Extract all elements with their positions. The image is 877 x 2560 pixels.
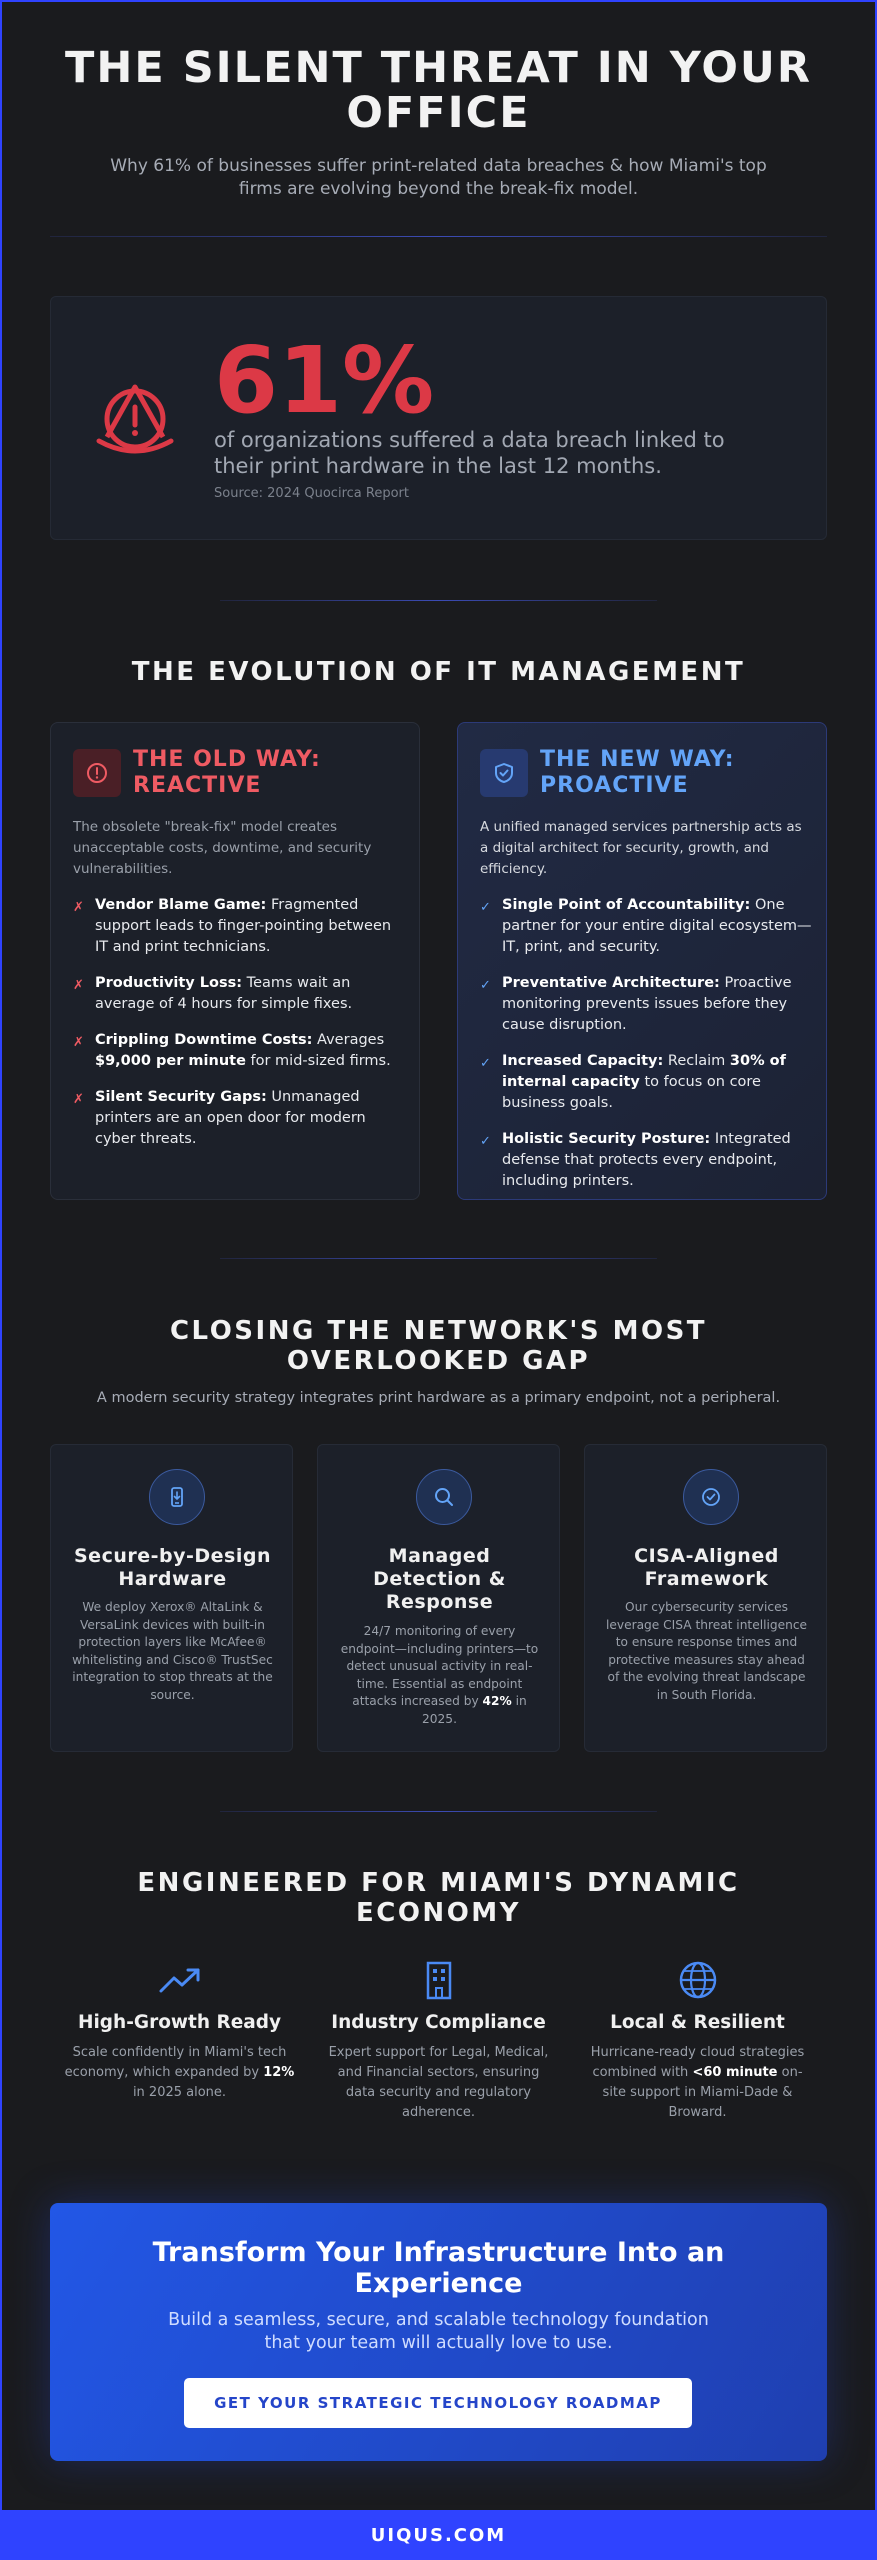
feature-card [317,1444,560,1752]
item-label: Single Point of Accountability: [502,897,751,913]
building-icon [309,1960,568,2000]
footer-link[interactable]: UIQUS.COM [0,2510,877,2560]
card-description: We deploy Xerox® AltaLink & VersaLink devices with built-in protection layers like McAfee® whitelisting and Cisco® TrustSec integration to stop threats at the source. [72,1600,273,1702]
printer-shield-icon [149,1469,205,1525]
feature-title: Local & Resilient [610,2012,785,2033]
search-icon [416,1469,472,1525]
list-item [480,1051,815,1114]
feature-text: Scale confidently in Miami's tech economy, which expanded by [64,2045,287,2080]
new-way-panel [457,722,827,1200]
card-description [336,1623,543,1728]
stat-value: 61% [214,327,435,434]
item-text: Reclaim [667,1053,726,1069]
miami-feature [50,1960,309,2103]
roadmap-button[interactable]: GET YOUR STRATEGIC TECHNOLOGY ROADMAP [184,2378,692,2428]
card-description: Our cybersecurity services leverage CISA threat intelligence to ensure response times and protective measures stay ahead of the evolving threat landscape in South Florida. [605,1600,808,1702]
card-title: CISA-Aligned Framework [634,1545,779,1590]
list-item [480,973,815,1036]
page-subtitle: Why 61% of businesses suffer print-related data breaches & how Miami's top firms are evolving beyond the break-fix model. [110,156,767,199]
item-label: Increased Capacity: [502,1053,664,1069]
feature-highlight: 12% [263,2065,295,2080]
old-way-list [73,895,408,1165]
cta-panel [50,2203,827,2461]
cta-title: Transform Your Infrastructure Into an Experience [152,2237,725,2299]
warning-icon [73,749,121,797]
feature-highlight: <60 minute [692,2065,778,2080]
item-text: Fragmented support leads to finger-pointing between IT and print technicians. [95,897,392,955]
card-text: in 2025. [422,1694,527,1726]
check-mark-icon: ✓ [480,978,491,993]
new-way-list [480,895,815,1207]
shield-check-icon [480,749,528,797]
feature-text: Hurricane-ready cloud strategies combined with [590,2045,805,2080]
old-way-description: The obsolete "break-fix" model creates unacceptable costs, downtime, and security vulnerabilities. [73,819,372,877]
item-highlight: $9,000 per minute [95,1053,246,1069]
globe-icon [568,1960,827,2000]
list-item [480,895,815,958]
divider [220,600,657,601]
item-label: Silent Security Gaps: [95,1089,267,1105]
x-mark-icon: ✗ [73,978,84,993]
breach-stat-panel [50,296,827,540]
stat-description: of organizations suffered a data breach linked to their print hardware in the last 12 months. [214,428,725,478]
feature-text: on-site support in Miami-Dade & Broward. [602,2065,803,2120]
list-item [73,1087,408,1150]
x-mark-icon: ✗ [73,1035,84,1050]
new-way-title: THE NEW WAY: PROACTIVE [540,747,735,798]
feature-title: Industry Compliance [331,2012,546,2033]
card-title: Secure-by-Design Hardware [74,1545,271,1590]
list-item [73,1030,408,1072]
feature-card [584,1444,827,1752]
miami-feature [309,1960,568,2123]
item-text: Averages [317,1032,385,1048]
stat-source: Source: 2024 Quocirca Report [214,486,409,501]
check-mark-icon: ✓ [480,1056,491,1071]
new-way-description: A unified managed services partnership acts as a digital architect for security, growth, and efficiency. [480,819,802,877]
divider [50,236,827,237]
feature-description [50,2043,309,2103]
item-text: Teams wait an average of 4 hours for simple fixes. [95,975,353,1012]
gap-subtitle: A modern security strategy integrates print hardware as a primary endpoint, not a peripheral. [96,1390,781,1406]
list-item [480,1129,815,1192]
check-circle-icon [683,1469,739,1525]
page-title: THE SILENT THREAT IN YOUR OFFICE [65,43,812,138]
item-highlight: 30% of internal capacity [502,1053,786,1090]
trend-up-icon [50,1960,309,2000]
item-text: for mid-sized firms. [250,1053,391,1069]
feature-text: in 2025 alone. [132,2085,227,2100]
card-text: 24/7 monitoring of every endpoint—including printers—to detect unusual activity in real-time. Essential as endpoint attacks increased by [340,1624,539,1708]
item-label: Holistic Security Posture: [502,1131,711,1147]
divider [220,1811,657,1812]
item-label: Productivity Loss: [95,975,243,991]
list-item [73,895,408,958]
x-mark-icon: ✗ [73,1092,84,1107]
miami-feature [568,1960,827,2123]
evolution-heading: THE EVOLUTION OF IT MANAGEMENT [131,657,746,687]
feature-title: High-Growth Ready [77,2012,282,2033]
old-way-panel [50,722,420,1200]
item-label: Vendor Blame Game: [95,897,267,913]
x-mark-icon: ✗ [73,900,84,915]
item-text: to focus on core business goals. [502,1074,761,1111]
list-item [73,973,408,1015]
gap-heading: CLOSING THE NETWORK'S MOST OVERLOOKED GAP [169,1316,708,1376]
item-text: Proactive monitoring prevents issues before they cause disruption. [502,975,792,1033]
cta-subtitle: Build a seamless, secure, and scalable technology foundation that your team will actually love to use. [168,2310,709,2353]
miami-heading: ENGINEERED FOR MIAMI'S DYNAMIC ECONOMY [137,1868,740,1928]
card-highlight: 42% [482,1694,512,1708]
alarm-icon [93,379,177,463]
item-text: One partner for your entire digital ecosystem—IT, print, and security. [502,897,812,955]
item-label: Crippling Downtime Costs: [95,1032,313,1048]
feature-description: Expert support for Legal, Medical, and Financial sectors, ensuring data security and regulatory adherence. [328,2045,549,2120]
card-title: Managed Detection & Response [373,1545,506,1613]
item-text: Unmanaged printers are an open door for modern cyber threats. [95,1089,366,1147]
old-way-title: THE OLD WAY: REACTIVE [133,747,321,798]
item-text: Integrated defense that protects every endpoint, including printers. [502,1131,791,1189]
check-mark-icon: ✓ [480,900,491,915]
divider [220,1258,657,1259]
feature-card [50,1444,293,1752]
item-label: Preventative Architecture: [502,975,720,991]
check-mark-icon: ✓ [480,1134,491,1149]
feature-description [568,2043,827,2123]
